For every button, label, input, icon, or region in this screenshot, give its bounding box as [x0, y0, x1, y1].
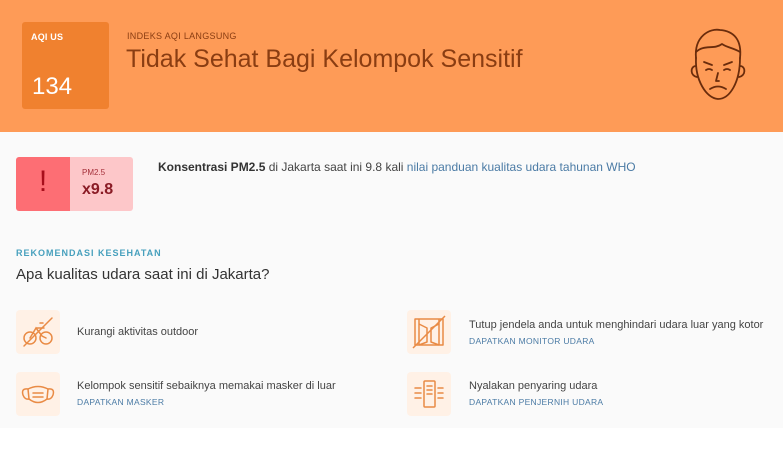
pm25-label: PM2.5 — [82, 168, 106, 177]
rec-item-text: Kurangi aktivitas outdoor — [77, 326, 199, 338]
face-mask-icon — [16, 372, 60, 416]
concentration-text: di Jakarta saat ini 9.8 kali — [265, 160, 407, 174]
concentration-bold: Konsentrasi PM2.5 — [158, 160, 266, 174]
recommendations-question: Apa kualitas udara saat ini di Jakarta? — [16, 266, 270, 283]
recommendations-heading: REKOMENDASI KESEHATAN — [16, 248, 162, 258]
aqi-value: 134 — [32, 73, 73, 100]
aqi-status-title: Tidak Sehat Bagi Kelompok Sensitif — [126, 45, 523, 73]
live-aqi-subtitle: INDEKS AQI LANGSUNG — [127, 31, 237, 41]
air-purifier-icon — [407, 372, 451, 416]
close-window-icon — [407, 310, 451, 354]
get-mask-link[interactable]: DAPATKAN MASKER — [77, 397, 165, 407]
aqi-score-box — [22, 22, 109, 109]
concentration-statement — [158, 160, 636, 174]
who-guideline-link[interactable]: nilai panduan kualitas udara tahunan WHO — [406, 160, 636, 174]
alert-badge — [16, 157, 70, 211]
exclamation-icon: ! — [38, 165, 48, 198]
aqi-label: AQI US — [31, 32, 64, 42]
rec-item-text: Kelompok sensitif sebaiknya memakai masker di luar — [77, 380, 336, 392]
aqi-hero-banner — [0, 0, 783, 132]
unhappy-face-icon — [684, 22, 750, 110]
rec-item-text: Tutup jendela anda untuk menghindari udara luar yang kotor — [469, 319, 764, 331]
pm25-value: x9.8 — [82, 181, 114, 198]
get-air-monitor-link[interactable]: DAPATKAN MONITOR UDARA — [469, 336, 595, 346]
get-air-purifier-link[interactable]: DAPATKAN PENJERNIH UDARA — [469, 397, 604, 407]
pm25-indicator — [16, 157, 133, 211]
no-cycling-icon — [16, 310, 60, 354]
rec-item-text: Nyalakan penyaring udara — [469, 380, 598, 392]
pm25-multiplier — [70, 157, 133, 211]
